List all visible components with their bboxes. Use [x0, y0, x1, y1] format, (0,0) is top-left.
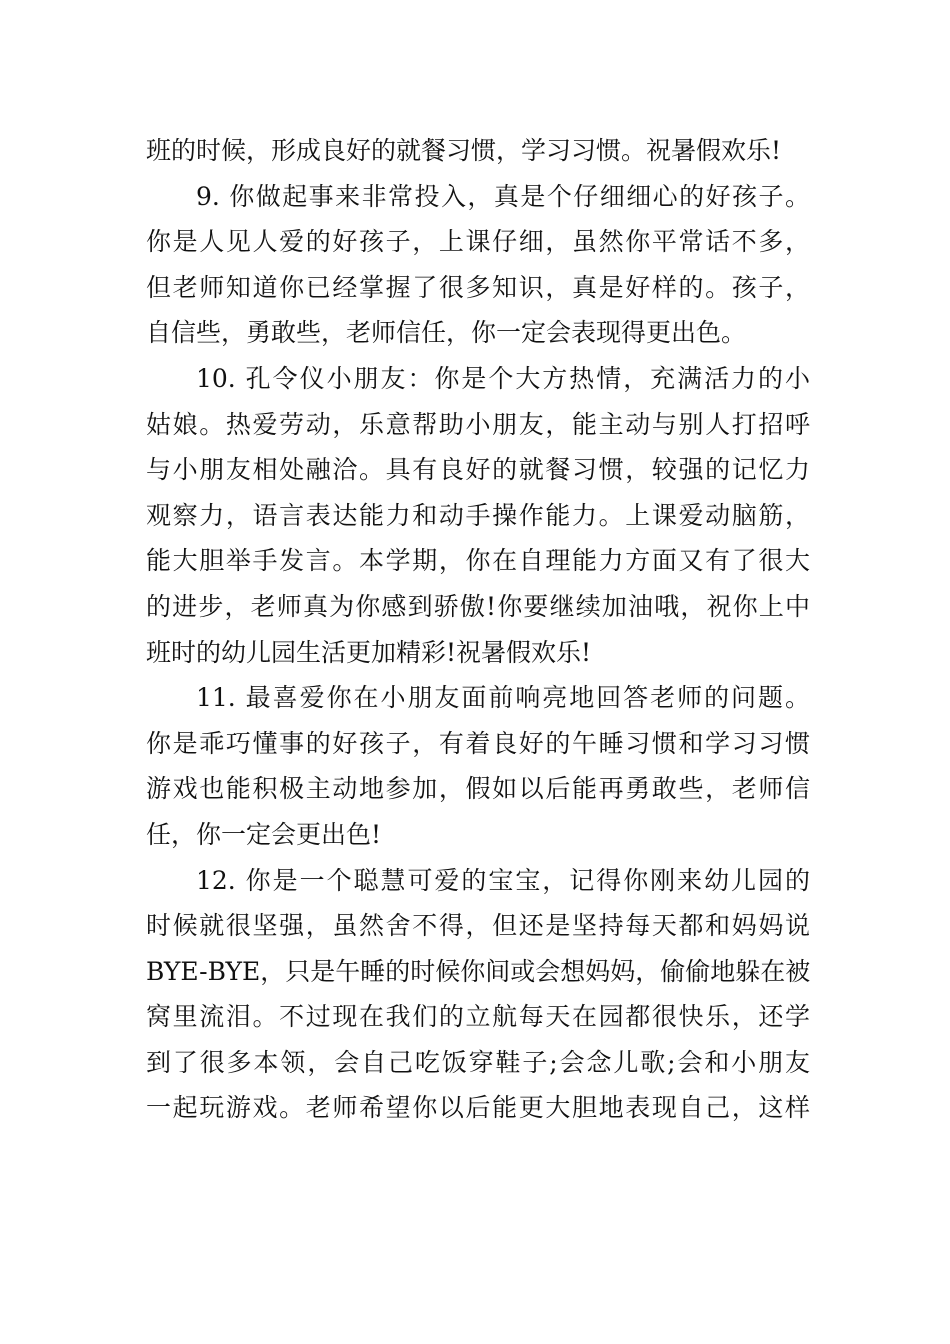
text-line: 任，你一定会更出色!: [146, 819, 382, 849]
text-line: 你是人见人爱的好孩子，上课仔细，虽然你平常话不多，: [146, 227, 810, 257]
text-line: 一起玩游戏。老师希望你以后能更大胆地表现自己，这样: [146, 1093, 810, 1123]
text-line: 的进步，老师真为你感到骄傲!你要继续加油哦，祝你上中: [146, 591, 810, 621]
text-line: 时候就很坚强，虽然舍不得，但还是坚持每天都和妈妈说: [146, 911, 810, 941]
text-line: 游戏也能积极主动地参加，假如以后能再勇敢些，老师信: [146, 774, 810, 804]
body-text: [146, 128, 810, 1131]
text-line: 9. 你做起事来非常投入，真是个仔细细心的好孩子。: [196, 181, 810, 211]
text-line: 12. 你是一个聪慧可爱的宝宝，记得你刚来幼儿园的: [196, 865, 810, 895]
text-line: 观察力，语言表达能力和动手操作能力。上课爱动脑筋，: [146, 500, 810, 530]
text-line: 11. 最喜爱你在小朋友面前响亮地回答老师的问题。: [196, 683, 810, 713]
text-line: BYE-BYE，只是午睡的时候你间或会想妈妈，偷偷地躲在被: [146, 956, 810, 986]
text-line: 你是乖巧懂事的好孩子，有着良好的午睡习惯和学习习惯: [146, 728, 810, 758]
text-line: 自信些，勇敢些，老师信任，你一定会表现得更出色。: [146, 318, 747, 348]
text-line: 能大胆举手发言。本学期，你在自理能力方面又有了很大: [146, 546, 810, 576]
text-line: 窝里流泪。不过现在我们的立航每天在园都很快乐，还学: [146, 1002, 810, 1032]
text-line: 姑娘。热爱劳动，乐意帮助小朋友，能主动与别人打招呼: [146, 409, 810, 439]
text-line: 班时的幼儿园生活更加精彩!祝暑假欢乐!: [146, 637, 592, 667]
text-line: 但老师知道你已经掌握了很多知识，真是好样的。孩子，: [146, 272, 810, 302]
text-line: 与小朋友相处融洽。具有良好的就餐习惯，较强的记忆力: [146, 455, 810, 485]
text-line: 10. 孔令仪小朋友：你是个大方热情，充满活力的小: [196, 363, 810, 393]
text-line: 班的时候，形成良好的就餐习惯，学习习惯。祝暑假欢乐!: [146, 136, 782, 165]
text-line: 到了很多本领，会自己吃饭穿鞋子;会念儿歌;会和小朋友: [146, 1047, 810, 1077]
